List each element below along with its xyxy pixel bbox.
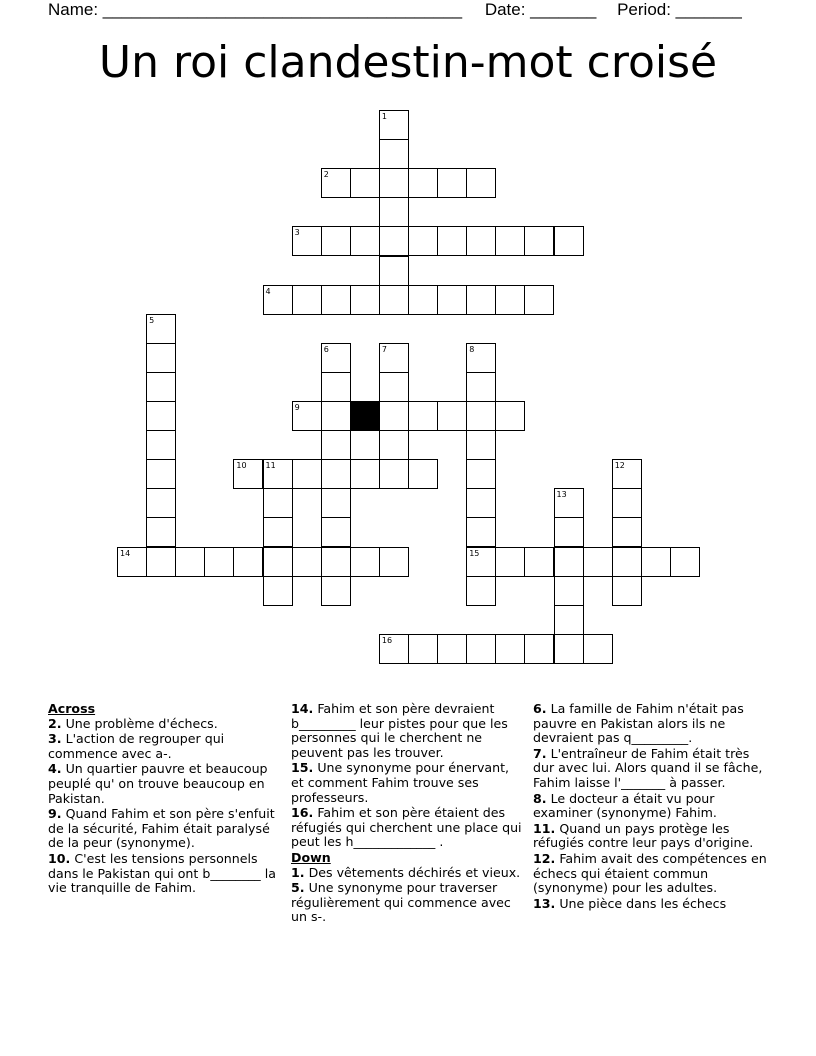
down-heading: Down [291, 849, 331, 865]
grid-cell[interactable] [146, 343, 176, 373]
clue-item-number: 15. [291, 760, 314, 776]
clue-number: 15 [469, 548, 480, 558]
grid-cell[interactable] [263, 488, 293, 518]
grid-cell[interactable] [408, 401, 438, 431]
clue-item-text: Quand un pays protège les réfugiés contre leur pays d'origine. [533, 820, 754, 851]
clue-item-text: Fahim et son père étaient des réfugiés qui cherchent une place qui peut les h_____________ . [291, 805, 522, 850]
clue-item [533, 747, 769, 791]
clue-item-text: Des vêtements déchirés et vieux. [304, 864, 521, 880]
grid-cell[interactable] [292, 547, 322, 577]
grid-cell[interactable] [379, 547, 409, 577]
grid-cell[interactable] [554, 226, 584, 256]
clue-number: 2 [323, 170, 329, 180]
clue-item-text: L'entraîneur de Fahim était très dur avec lui. Alors quand il se fâche, Fahim laisse l'_______ à passer. [533, 745, 763, 790]
clue-item [48, 807, 280, 851]
grid-cell[interactable] [554, 605, 584, 635]
clue-item-text: Fahim avait des compétences en échecs qui étaient commun (synonyme) pour les adultes. [533, 850, 767, 896]
clue-item-text: Une problème d'échecs. [61, 715, 218, 731]
grid-cell[interactable] [146, 517, 176, 547]
grid-cell[interactable] [263, 547, 293, 577]
clue-item [291, 881, 523, 925]
grid-cell[interactable] [437, 168, 467, 198]
clues-column-1 [48, 702, 280, 897]
grid-cell[interactable] [437, 226, 467, 256]
grid-cell[interactable] [554, 576, 584, 606]
grid-cell[interactable] [350, 168, 380, 198]
grid-cell[interactable] [437, 634, 467, 664]
grid-cell[interactable] [292, 459, 322, 489]
clue-item [48, 732, 280, 761]
grid-cell[interactable] [146, 314, 176, 344]
grid-cell[interactable] [466, 547, 496, 577]
clue-number: 13 [556, 490, 567, 500]
grid-cell[interactable] [583, 634, 613, 664]
grid-cell[interactable] [146, 488, 176, 518]
grid-cell[interactable] [408, 285, 438, 315]
clue-item-number: 8. [533, 790, 547, 806]
clue-item-number: 16. [291, 805, 314, 821]
clue-item-text: C'est les tensions personnels dans le Pakistan qui ont b________ la vie tranquille de Fahim. [48, 850, 276, 896]
grid-cell[interactable] [524, 547, 554, 577]
grid-cell[interactable] [466, 372, 496, 402]
grid-cell[interactable] [146, 430, 176, 460]
clue-item-number: 12. [533, 850, 556, 866]
clue-item [533, 702, 769, 746]
grid-cell[interactable] [117, 547, 147, 577]
grid-cell[interactable] [321, 226, 351, 256]
across-heading: Across [48, 701, 96, 716]
grid-cell[interactable] [379, 139, 409, 169]
clue-number: 10 [236, 461, 247, 471]
grid-cell[interactable] [379, 634, 409, 664]
clue-number: 5 [149, 315, 155, 325]
grid-cell[interactable] [379, 168, 409, 198]
grid-cell[interactable] [263, 459, 293, 489]
grid-cell[interactable] [437, 401, 467, 431]
grid-cell[interactable] [554, 547, 584, 577]
grid-cell[interactable] [466, 285, 496, 315]
black-cell [350, 401, 380, 431]
grid-cell[interactable] [321, 285, 351, 315]
clue-item-number: 11. [533, 820, 556, 836]
clue-item [533, 822, 769, 851]
grid-cell[interactable] [379, 256, 409, 286]
clue-item [533, 792, 769, 821]
clue-number: 4 [265, 286, 271, 296]
page-title: Un roi clandestin-mot croisé [98, 37, 718, 88]
grid-cell[interactable] [175, 547, 205, 577]
clue-number: 9 [294, 403, 300, 412]
clues-column-2 [291, 702, 523, 926]
grid-cell[interactable] [379, 430, 409, 460]
clue-item [533, 852, 769, 896]
grid-cell[interactable] [350, 459, 380, 489]
clue-item [291, 761, 523, 805]
down-clue-list-continued [533, 702, 769, 911]
clue-number: 14 [120, 548, 131, 558]
grid-cell[interactable] [408, 226, 438, 256]
clue-item [533, 897, 769, 912]
grid-cell[interactable] [466, 488, 496, 518]
clue-item [48, 762, 280, 806]
grid-cell[interactable] [350, 226, 380, 256]
grid-cell[interactable] [379, 343, 409, 373]
clue-item-text: Fahim et son père devraient b_________ leur pistes pour que les personnes qui le cherchent ne peuvent pas les trouver. [291, 701, 508, 760]
grid-cell[interactable] [321, 401, 351, 431]
clue-item-number: 3. [48, 731, 62, 747]
clue-number: 3 [294, 228, 300, 238]
grid-cell[interactable] [379, 110, 409, 140]
clue-item-text: L'action de regrouper qui commence avec a-. [48, 731, 225, 761]
grid-cell[interactable] [321, 576, 351, 606]
grid-cell[interactable] [554, 517, 584, 547]
clue-item-number: 14. [291, 701, 314, 716]
grid-cell[interactable] [554, 488, 584, 518]
grid-cell[interactable] [495, 547, 525, 577]
clue-item-text: Le docteur a était vu pour examiner (synonyme) Fahim. [533, 790, 717, 821]
grid-cell[interactable] [379, 197, 409, 227]
clue-item-text: Une synonyme pour énervant, et comment Fahim trouve ses professeurs. [291, 760, 510, 805]
clue-item-text: Une pièce dans les échecs [555, 895, 727, 911]
grid-cell[interactable] [321, 459, 351, 489]
grid-cell[interactable] [263, 576, 293, 606]
grid-cell[interactable] [466, 343, 496, 373]
down-clue-list [291, 866, 523, 925]
grid-cell[interactable] [524, 634, 554, 664]
clue-item [48, 717, 280, 732]
clue-item [291, 806, 523, 850]
grid-cell[interactable] [495, 285, 525, 315]
grid-cell[interactable] [408, 168, 438, 198]
grid-cell[interactable] [466, 459, 496, 489]
grid-cell[interactable] [408, 634, 438, 664]
clue-number: 16 [381, 635, 393, 645]
grid-cell[interactable] [204, 547, 234, 577]
grid-cell[interactable] [292, 401, 322, 431]
clue-number: 1 [381, 112, 387, 121]
grid-cell[interactable] [466, 634, 496, 664]
clue-item-number: 6. [533, 701, 547, 716]
grid-cell[interactable] [437, 285, 467, 315]
across-clue-list [48, 717, 280, 896]
clue-item-number: 2. [48, 715, 62, 731]
grid-cell[interactable] [321, 343, 351, 373]
grid-cell[interactable] [321, 547, 351, 577]
grid-cell[interactable] [612, 547, 642, 577]
grid-cell[interactable] [350, 547, 380, 577]
clue-item-number: 10. [48, 850, 71, 866]
clue-item [291, 866, 523, 881]
grid-cell[interactable] [466, 430, 496, 460]
clue-number: 8 [469, 344, 475, 354]
clue-item-text: La famille de Fahim n'était pas pauvre en Pakistan alors ils ne devraient pas q_________. [533, 701, 744, 746]
grid-cell[interactable] [146, 459, 176, 489]
clue-item-number: 5. [291, 880, 305, 896]
clue-item-number: 13. [533, 895, 556, 911]
across-clue-list-continued [291, 702, 523, 850]
grid-cell[interactable] [263, 285, 293, 315]
grid-cell[interactable] [612, 488, 642, 518]
grid-cell[interactable] [641, 547, 671, 577]
grid-cell[interactable] [350, 285, 380, 315]
grid-cell[interactable] [379, 226, 409, 256]
grid-cell[interactable] [321, 372, 351, 402]
grid-cell[interactable] [292, 226, 322, 256]
grid-cell[interactable] [524, 285, 554, 315]
grid-cell[interactable] [612, 576, 642, 606]
grid-cell[interactable] [233, 547, 263, 577]
clue-item-number: 9. [48, 806, 62, 822]
grid-cell[interactable] [524, 226, 554, 256]
grid-cell[interactable] [466, 517, 496, 547]
grid-cell[interactable] [379, 401, 409, 431]
grid-cell[interactable] [292, 285, 322, 315]
grid-cell[interactable] [321, 430, 351, 460]
clue-number: 11 [265, 461, 276, 471]
date-field[interactable]: Date: _______ [484, 0, 597, 19]
grid-cell[interactable] [466, 576, 496, 606]
grid-cell[interactable] [379, 285, 409, 315]
grid-cell[interactable] [321, 168, 351, 198]
clue-number: 6 [323, 344, 329, 354]
grid-cell[interactable] [495, 226, 525, 256]
clue-item-text: Une synonyme pour traverser régulièrement qui commence avec un s-. [291, 880, 511, 925]
grid-cell[interactable] [146, 372, 176, 402]
grid-cell[interactable] [583, 547, 613, 577]
grid-cell[interactable] [612, 459, 642, 489]
clues-column-3 [533, 702, 769, 912]
grid-cell[interactable] [146, 401, 176, 431]
grid-cell[interactable] [321, 488, 351, 518]
name-field[interactable]: Name: ______________________________________ [48, 0, 463, 19]
grid-cell[interactable] [466, 168, 496, 198]
grid-cell[interactable] [554, 634, 584, 664]
grid-cell[interactable] [612, 517, 642, 547]
grid-cell[interactable] [233, 459, 263, 489]
clue-item-number: 1. [291, 864, 305, 880]
grid-cell[interactable] [495, 401, 525, 431]
period-field[interactable]: Period: _______ [617, 0, 742, 19]
clue-item [48, 852, 280, 896]
grid-cell[interactable] [379, 372, 409, 402]
clue-number: 12 [614, 461, 625, 471]
grid-cell[interactable] [466, 401, 496, 431]
grid-cell[interactable] [379, 459, 409, 489]
clue-number: 7 [381, 344, 387, 354]
clue-item-text: Un quartier pauvre et beaucoup peuplé qu' on trouve beaucoup en Pakistan. [48, 761, 268, 806]
grid-cell[interactable] [263, 517, 293, 547]
grid-cell[interactable] [466, 226, 496, 256]
grid-cell[interactable] [495, 634, 525, 664]
clue-item [291, 702, 523, 760]
grid-cell[interactable] [321, 517, 351, 547]
clue-item-number: 4. [48, 761, 62, 777]
clue-item-text: Quand Fahim et son père s'enfuit de la sécurité, Fahim était paralysé de la peur (synonyme). [48, 806, 275, 851]
grid-cell[interactable] [146, 547, 176, 577]
grid-cell[interactable] [408, 459, 438, 489]
grid-cell[interactable] [670, 547, 700, 577]
clue-item-number: 7. [533, 745, 547, 761]
